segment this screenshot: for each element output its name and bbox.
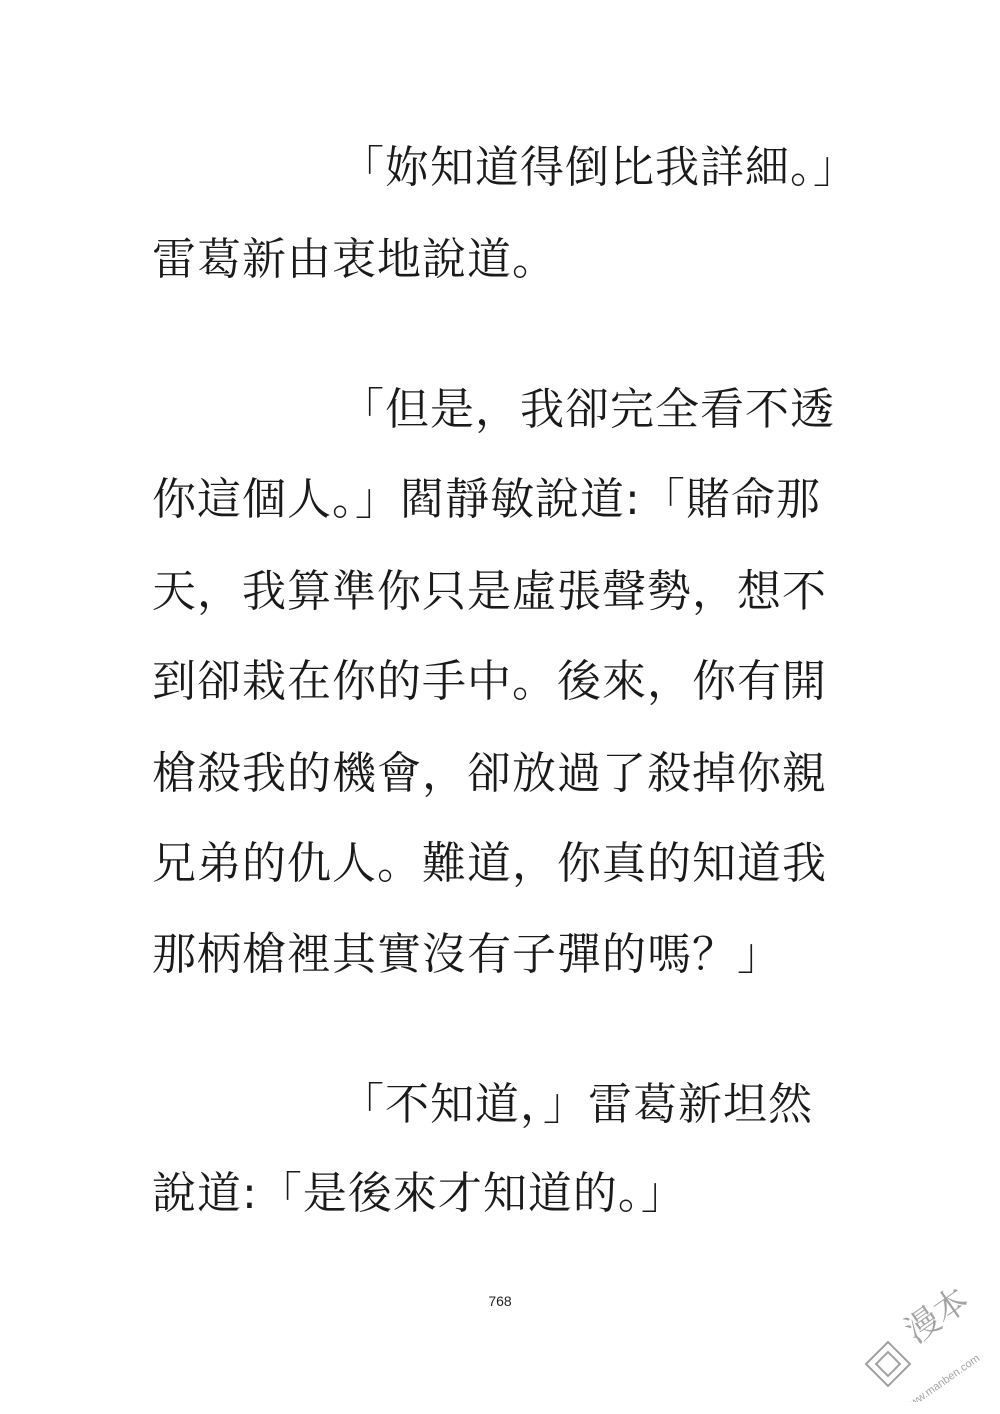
watermark-url-text: www.manben.com — [901, 1352, 983, 1402]
page-number: 768 — [488, 1293, 512, 1309]
text-line: 「不知道，」雷葛新坦然 — [340, 1079, 813, 1130]
text-line: 說道:「是後來才知道的。」 — [152, 1168, 686, 1219]
text-line: 那柄槍裡其實沒有子彈的嗎？」 — [152, 929, 782, 980]
text-line: 槍殺我的機會，卻放過了殺掉你親 — [152, 748, 827, 799]
text-line: 「但是，我卻完全看不透 — [340, 384, 835, 435]
text-line: 雷葛新由衷地說道。 — [152, 234, 557, 285]
text-line: 天，我算準你只是虛張聲勢，想不 — [152, 566, 827, 617]
text-line: 「妳知道得倒比我詳細。」 — [340, 142, 858, 193]
text-line: 兄弟的仇人。難道，你真的知道我 — [152, 838, 827, 889]
watermark-brand-text: 漫本 — [897, 1279, 977, 1352]
watermark-logo — [848, 1272, 988, 1402]
text-line: 你這個人。」閻靜敏說道:「賭命那 — [152, 474, 821, 525]
text-line: 到卻栽在你的手中。後來，你有開 — [152, 656, 827, 707]
